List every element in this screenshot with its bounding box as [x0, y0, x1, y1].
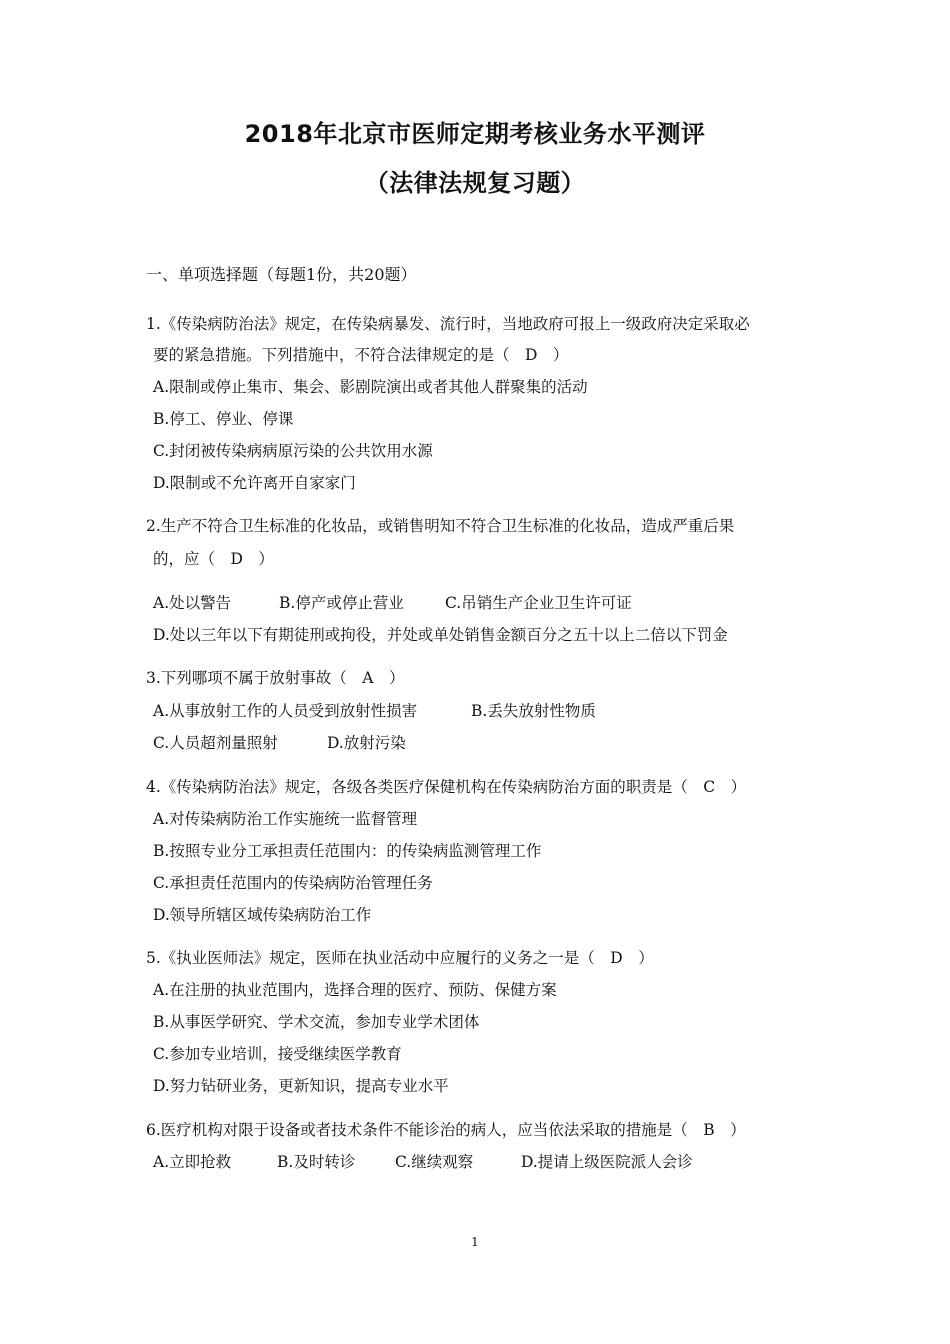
question-5-option-a: A.在注册的执业范围内，选择合理的医疗、预防、保健方案 [153, 981, 557, 999]
question-2-option-d: D.处以三年以下有期徒刑或拘役，并处或单处销售金额百分之五十以上二倍以下罚金 [153, 626, 728, 644]
question-5-stem: 5.《执业医师法》规定，医师在执业活动中应履行的义务之一是（ D ） [146, 949, 654, 967]
question-3-option-c: C.人员超剂量照射 [153, 734, 278, 752]
question-1-stem-line1: 1.《传染病防治法》规定，在传染病暴发、流行时，当地政府可报上一级政府决定采取必 [146, 315, 750, 333]
question-4-stem: 4.《传染病防治法》规定，各级各类医疗保健机构在传染病防治方面的职责是（ C ） [146, 778, 747, 796]
question-6-option-d: D.提请上级医院派人会诊 [521, 1153, 693, 1171]
question-5-option-c: C.参加专业培训，接受继续医学教育 [153, 1045, 402, 1063]
question-3-option-a: A.从事放射工作的人员受到放射性损害 [153, 702, 418, 720]
question-5-option-d: D.努力钻研业务，更新知识，提高专业水平 [153, 1077, 449, 1095]
question-3-stem: 3.下列哪项不属于放射事故（ A ） [146, 669, 405, 687]
question-3-option-d: D.放射污染 [327, 734, 406, 752]
question-5-option-b: B.从事医学研究、学术交流，参加专业学术团体 [153, 1013, 480, 1031]
question-2-stem-line2: 的，应（ D ） [153, 550, 274, 568]
question-6-options-row1 [153, 1151, 693, 1173]
document-subtitle: （法律法规复习题） [364, 169, 586, 197]
question-2-option-c: C.吊销生产企业卫生许可证 [445, 594, 632, 612]
question-1-option-c: C.封闭被传染病病原污染的公共饮用水源 [153, 442, 433, 460]
question-6-option-b: B.及时转诊 [277, 1153, 356, 1171]
question-3-options-row1 [153, 700, 596, 722]
question-2-options-row1 [153, 592, 632, 614]
question-2-stem-line1: 2.生产不符合卫生标准的化妆品，或销售明知不符合卫生标准的化妆品，造成严重后果 [146, 517, 735, 535]
question-1-stem-line2: 要的紧急措施。下列措施中，不符合法律规定的是（ D ） [153, 346, 569, 364]
question-6-option-a: A.立即抢救 [153, 1153, 232, 1171]
section-heading: 一、单项选择题（每题1份，共20题） [146, 265, 417, 284]
question-3-options-row2 [153, 732, 406, 754]
question-4-option-b: B.按照专业分工承担责任范围内：的传染病监测管理工作 [153, 842, 542, 860]
question-2-option-b: B.停产或停止营业 [279, 594, 404, 612]
question-1-option-a: A.限制或停止集市、集会、影剧院演出或者其他人群聚集的活动 [153, 378, 588, 396]
question-4-option-d: D.领导所辖区域传染病防治工作 [153, 906, 372, 924]
question-6-stem: 6.医疗机构对限于设备或者技术条件不能诊治的病人，应当依法采取的措施是（ B ） [146, 1121, 746, 1139]
document-title: 2018年北京市医师定期考核业务水平测评 [244, 120, 706, 148]
question-2-option-a: A.处以警告 [153, 594, 232, 612]
page-number: 1 [471, 1235, 479, 1249]
question-4-option-c: C.承担责任范围内的传染病防治管理任务 [153, 874, 433, 892]
question-6-option-c: C.继续观察 [395, 1153, 474, 1171]
question-1-option-b: B.停工、停业、停课 [153, 410, 294, 428]
question-1-option-d: D.限制或不允许离开自家家门 [153, 474, 356, 492]
question-3-option-b: B.丢失放射性物质 [471, 702, 596, 720]
question-4-option-a: A.对传染病防治工作实施统一监督管理 [153, 810, 418, 828]
